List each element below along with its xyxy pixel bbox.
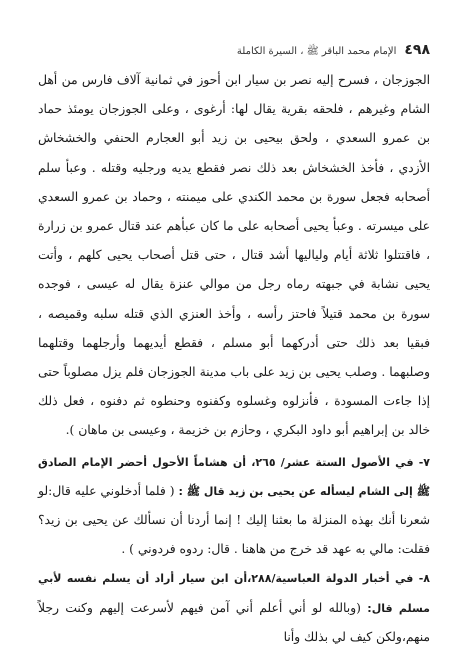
note-8-text: (وبالله لو أني أعلم أني آمن فيهم لأسرعت إليهم وكنت رجلاً منهم،ولكن كيف لي بذلك وأنا [38, 600, 430, 644]
note-7-source: ٧- في الأصول الستة عشر/ ٢٦٥، أن هشاماً الأحول أحضر الإمام الصادق ﷺ إلى الشام ليسأله عن يحيى بن زيد قال ﷺ : [38, 455, 430, 498]
page-body [38, 66, 430, 652]
paragraph-narrative [38, 66, 430, 446]
running-title: الإمام محمد الباقر ﷺ ، السيرة الكاملة [236, 46, 397, 57]
paragraph-note-8 [38, 564, 430, 652]
note-7-text: ( فلما أدخلوني عليه قال:لو شعرنا أنك بهذه المنزلة ما بعثنا إليك ! إنما أردنا أن نسألك عن يحيى بن زيد؟ فقلت: مالي به عهد قد خرج من هاهنا . قال: ردوه فردوني ) . [38, 483, 430, 557]
page-header [38, 42, 430, 59]
note-8-source: ٨- في أخبار الدولة العباسية/٢٨٨،أن ابن سيار أراد أن يسلم نفسه لأبي مسلم قال: [38, 572, 430, 615]
page-number: ٤٩٨ [404, 42, 430, 58]
paragraph-text: الجوزجان ، فسرح إليه نصر بن سيار ابن أحوز في ثمانية آلاف فارس من أهل الشام وغيرهم ، فلحقه بقرية يقال لها: أرغوى ، وعلى الجوزجان يومئذ حماد بن عمرو السعدي ، ولحق بيحيى بن زيد أبو العجارم الحنفي والخشخاش الأزدي ، فأخذ الخشخاش بعد ذلك نصر فقطع يديه ورجليه وقتله . وعبأ سلم أصحابه فجعل سورة بن محمد الكندي على ميمنته ، وحماد بن عمرو السعدي على ميسرته . وعبأ يحيى أصحابه على ما كان عبأهم عند قتال عمرو بن زرارة ، فاقتتلوا ثلاثة أيام ولياليها أشد قتال ، حتى قتل أصحاب يحيى كلهم ، وأتت يحيى نشابة في جبهته رماه رجل من موالي عنزة يقال له عيسى ، فوجده سورة بن محمد قتيلاً فاحتز رأسه ، وأخذ العنزي الذي قتله سلبه وقميصه ، فبقيا بعد ذلك حتى أدركهما أبو مسلم ، فقطع أيديهما وأرجلهما وقتلهما وصلبهما . وصلب يحيى بن زيد على باب مدينة الجوزجان فلم يزل مصلوباً حتى إذا جاءت المسودة ، فأنزلوه وغسلوه وكفنوه وحنطوه ثم دفنوه ، فعل ذلك خالد بن إبراهيم أبو داود البكري ، وحازم بن خزيمة ، وعيسى بن ماهان ). [38, 73, 430, 438]
paragraph-note-7 [38, 448, 430, 565]
